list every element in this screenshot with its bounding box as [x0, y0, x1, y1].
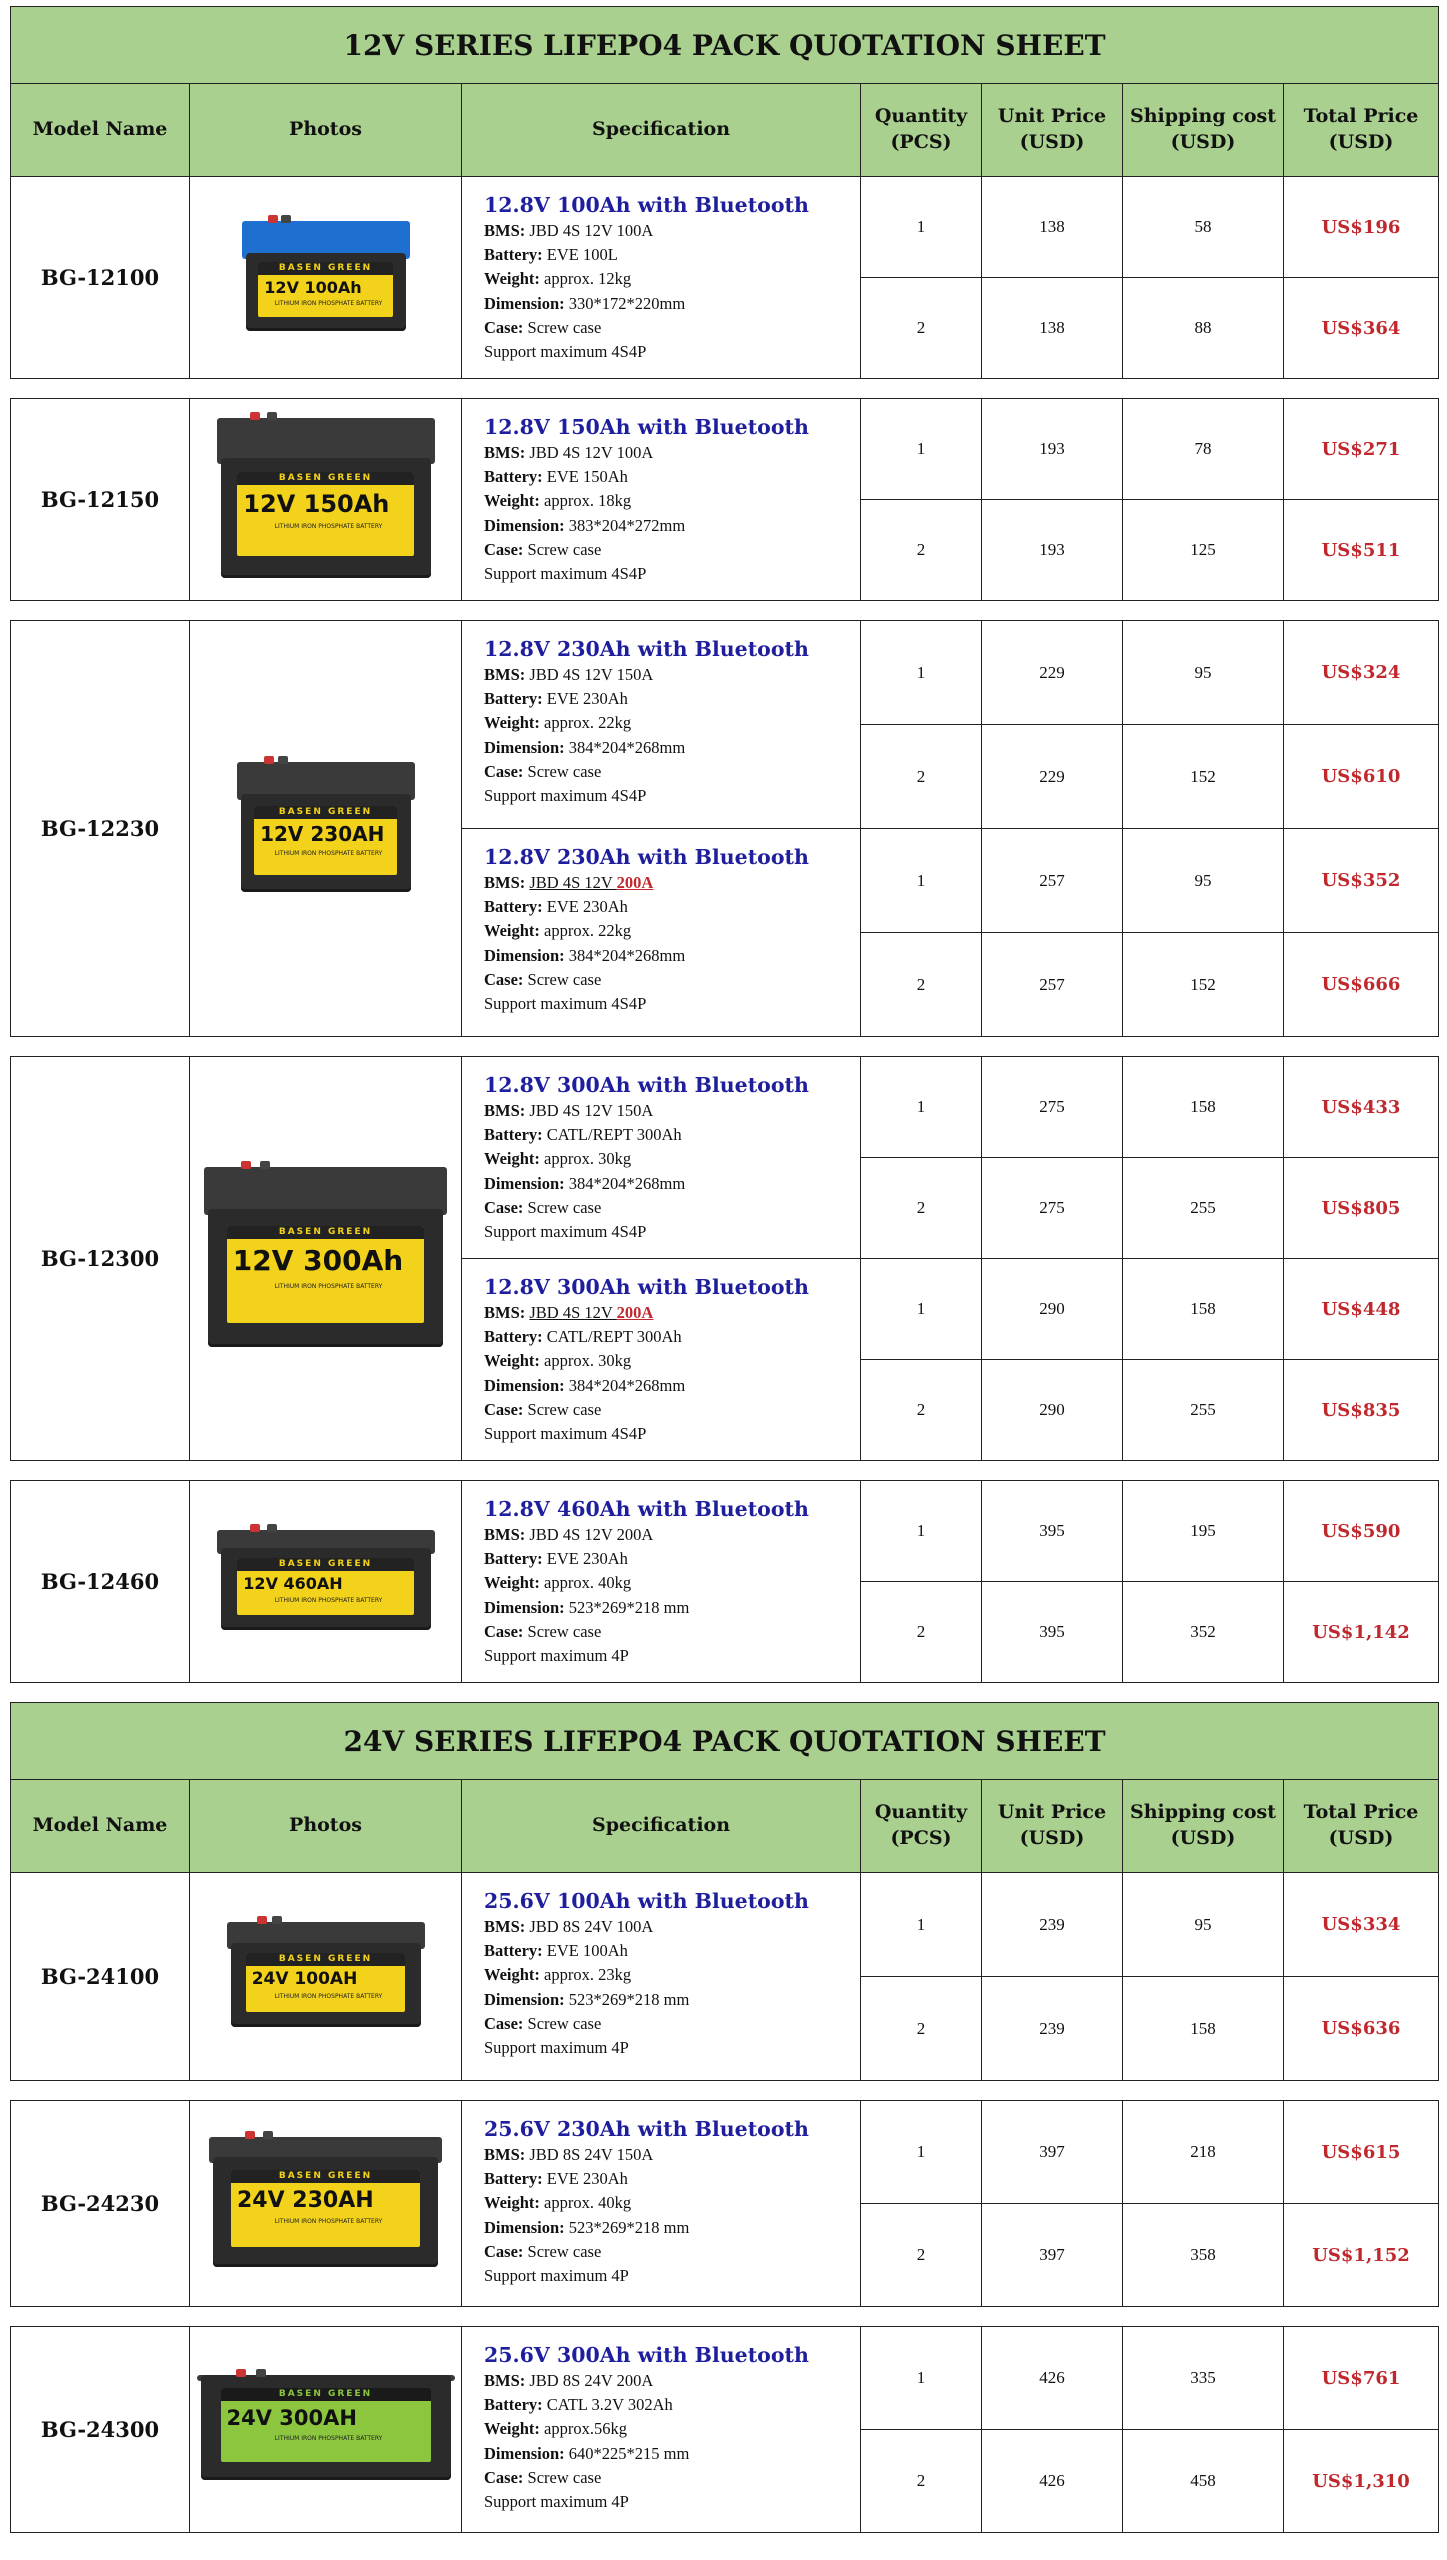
spec-dimension: Dimension: 384*204*268mm [484, 737, 686, 757]
spec-case: Case: Screw case [484, 2241, 602, 2261]
column-header-row [11, 84, 1439, 177]
unit-price-cell: 193 [982, 500, 1123, 601]
battery-label: BASEN GREEN 24V 300AH LITHIUM IRON PHOSPHATE BATTERY [221, 2388, 431, 2462]
positive-terminal [257, 1916, 267, 1924]
spec-weight: Weight: approx. 18kg [484, 491, 632, 511]
unit-price-cell: 397 [982, 2204, 1123, 2307]
spec-support: Support maximum 4S4P [484, 564, 647, 584]
specification-cell [462, 621, 861, 829]
header-specification: Specification [462, 1780, 861, 1873]
shipping-cost-cell: 158 [1123, 1977, 1284, 2081]
spec-battery: Battery: EVE 230Ah [484, 689, 628, 709]
series-title-row [11, 1703, 1439, 1780]
spec-bms: BMS: JBD 4S 12V 100A [484, 443, 654, 462]
spec-support: Support maximum 4S4P [484, 342, 647, 362]
specification-cell [462, 1057, 861, 1259]
total-price-cell: US$433 [1284, 1057, 1439, 1158]
total-price-cell: US$364 [1284, 278, 1439, 379]
spec-weight: Weight: approx. 40kg [484, 1573, 632, 1593]
group-spacer [11, 2081, 1439, 2101]
positive-terminal [250, 412, 260, 420]
header-specification: Specification [462, 84, 861, 177]
shipping-cost-cell: 255 [1123, 1158, 1284, 1259]
spec-bms: BMS: JBD 4S 12V 150A [484, 1101, 654, 1120]
negative-terminal [256, 2369, 266, 2377]
spec-support: Support maximum 4P [484, 2266, 629, 2286]
unit-price-cell: 395 [982, 1481, 1123, 1582]
battery-label: BASEN GREEN 24V 100AH LITHIUM IRON PHOSPHATE BATTERY [246, 1953, 406, 2012]
spec-heading: 12.8V 230Ah with Bluetooth [484, 637, 809, 661]
column-header-row [11, 1780, 1439, 1873]
capacity-text: 12V 460AH [243, 1573, 343, 1593]
unit-price-cell: 138 [982, 177, 1123, 278]
spec-bms: BMS: JBD 8S 24V 100A [484, 1917, 654, 1936]
shipping-cost-cell: 255 [1123, 1360, 1284, 1461]
spec-battery: Battery: CATL/REPT 300Ah [484, 1125, 682, 1145]
shipping-cost-cell: 218 [1123, 2101, 1284, 2204]
capacity-text: 12V 230AH [260, 821, 385, 846]
shipping-cost-cell: 58 [1123, 177, 1284, 278]
unit-price-cell: 290 [982, 1259, 1123, 1360]
spec-heading: 12.8V 300Ah with Bluetooth [484, 1275, 809, 1299]
spec-bms: BMS: JBD 4S 12V 150A [484, 665, 654, 684]
spec-dimension: Dimension: 523*269*218 mm [484, 1989, 690, 2009]
positive-terminal [250, 1524, 260, 1532]
battery-label: BASEN GREEN 12V 150Ah LITHIUM IRON PHOSPHATE BATTERY [237, 472, 413, 556]
unit-price-cell: 138 [982, 278, 1123, 379]
capacity-text: 24V 300AH [226, 2406, 357, 2430]
shipping-cost-cell: 95 [1123, 1873, 1284, 1977]
specification-cell [462, 177, 861, 379]
shipping-cost-cell: 88 [1123, 278, 1284, 379]
spec-battery: Battery: EVE 230Ah [484, 2169, 628, 2189]
total-price-cell: US$590 [1284, 1481, 1439, 1582]
shipping-cost-cell: 352 [1123, 1582, 1284, 1683]
group-spacer [11, 1683, 1439, 1703]
total-price-cell: US$615 [1284, 2101, 1439, 2204]
battery-photo [246, 221, 406, 331]
negative-terminal [272, 1916, 282, 1924]
spec-battery: Battery: CATL 3.2V 302Ah [484, 2395, 673, 2415]
spec-case: Case: Screw case [484, 1399, 602, 1419]
capacity-text: 12V 300Ah [232, 1243, 404, 1277]
quantity-cell: 1 [861, 621, 982, 725]
header-model-name: Model Name [11, 1780, 190, 1873]
battery-photo [201, 2375, 451, 2480]
price-row [11, 399, 1439, 500]
spec-dimension: Dimension: 523*269*218 mm [484, 1597, 690, 1617]
spec-support: Support maximum 4P [484, 2492, 629, 2512]
total-price-cell: US$761 [1284, 2327, 1439, 2430]
total-price-cell: US$511 [1284, 500, 1439, 601]
battery-label: BASEN GREEN 12V 300Ah LITHIUM IRON PHOSPHATE BATTERY [227, 1226, 424, 1323]
header-total-price: Total Price (USD) [1284, 1780, 1439, 1873]
spec-case: Case: Screw case [484, 539, 602, 559]
total-price-cell: US$334 [1284, 1873, 1439, 1977]
positive-terminal [268, 215, 278, 223]
positive-terminal [236, 2369, 246, 2377]
group-spacer [11, 601, 1439, 621]
quantity-cell: 2 [861, 1582, 982, 1683]
quantity-cell: 2 [861, 2204, 982, 2307]
spec-bms: BMS: JBD 4S 12V 200A [484, 1303, 654, 1322]
model-name: BG-24230 [11, 2101, 190, 2307]
spec-support: Support maximum 4S4P [484, 1424, 647, 1444]
header-quantity: Quantity (PCS) [861, 1780, 982, 1873]
total-price-cell: US$352 [1284, 829, 1439, 933]
model-name: BG-12230 [11, 621, 190, 1037]
unit-price-cell: 229 [982, 621, 1123, 725]
brand-logo: BASEN GREEN [231, 2170, 420, 2183]
header-shipping-cost: Shipping cost (USD) [1123, 84, 1284, 177]
total-price-cell: US$610 [1284, 725, 1439, 829]
battery-photo [231, 1922, 421, 2027]
spec-dimension: Dimension: 384*204*268mm [484, 1375, 686, 1395]
brand-logo: BASEN GREEN [246, 1953, 406, 1966]
quantity-cell: 1 [861, 177, 982, 278]
unit-price-cell: 239 [982, 1977, 1123, 2081]
model-name: BG-12150 [11, 399, 190, 601]
spec-battery: Battery: EVE 100Ah [484, 1941, 628, 1961]
total-price-cell: US$805 [1284, 1158, 1439, 1259]
header-photos: Photos [190, 84, 462, 177]
quantity-cell: 2 [861, 933, 982, 1037]
negative-terminal [267, 412, 277, 420]
group-spacer [11, 2307, 1439, 2327]
spec-bms: BMS: JBD 8S 24V 200A [484, 2371, 654, 2390]
total-price-cell: US$666 [1284, 933, 1439, 1037]
unit-price-cell: 257 [982, 829, 1123, 933]
spec-battery: Battery: EVE 150Ah [484, 467, 628, 487]
battery-label: BASEN GREEN 12V 100Ah LITHIUM IRON PHOSPHATE BATTERY [258, 262, 392, 317]
quotation-table [10, 6, 1439, 2533]
spec-weight: Weight: approx. 12kg [484, 269, 632, 289]
positive-terminal [245, 2131, 255, 2139]
brand-logo: BASEN GREEN [237, 1558, 413, 1571]
brand-logo: BASEN GREEN [221, 2388, 431, 2401]
series-title: 12V SERIES LIFEPO4 PACK QUOTATION SHEET [11, 7, 1439, 84]
capacity-text: 12V 150Ah [243, 489, 390, 518]
price-row [11, 2327, 1439, 2430]
model-name: BG-24100 [11, 1873, 190, 2081]
quantity-cell: 1 [861, 1481, 982, 1582]
positive-terminal [241, 1161, 251, 1169]
product-photo [190, 2327, 462, 2533]
shipping-cost-cell: 152 [1123, 725, 1284, 829]
spec-case: Case: Screw case [484, 969, 602, 989]
capacity-text: 24V 230AH [237, 2187, 374, 2213]
shipping-cost-cell: 358 [1123, 2204, 1284, 2307]
price-row [11, 621, 1439, 725]
product-photo [190, 2101, 462, 2307]
unit-price-cell: 397 [982, 2101, 1123, 2204]
specification-cell [462, 1873, 861, 2081]
product-photo [190, 1057, 462, 1461]
spec-weight: Weight: approx.56kg [484, 2419, 627, 2439]
battery-label: BASEN GREEN 12V 230AH LITHIUM IRON PHOSPHATE BATTERY [254, 806, 397, 875]
shipping-cost-cell: 335 [1123, 2327, 1284, 2430]
quantity-cell: 1 [861, 1057, 982, 1158]
product-photo [190, 177, 462, 379]
quantity-cell: 2 [861, 1977, 982, 2081]
quantity-cell: 1 [861, 829, 982, 933]
header-unit-price: Unit Price (USD) [982, 84, 1123, 177]
spec-case: Case: Screw case [484, 2013, 602, 2033]
shipping-cost-cell: 158 [1123, 1259, 1284, 1360]
brand-logo: BASEN GREEN [258, 262, 392, 275]
battery-photo [221, 418, 431, 578]
spec-support: Support maximum 4S4P [484, 994, 647, 1014]
shipping-cost-cell: 125 [1123, 500, 1284, 601]
specification-cell [462, 2101, 861, 2307]
negative-terminal [278, 756, 288, 764]
total-price-cell: US$1,310 [1284, 2430, 1439, 2533]
total-price-cell: US$196 [1284, 177, 1439, 278]
unit-price-cell: 275 [982, 1158, 1123, 1259]
spec-dimension: Dimension: 330*172*220mm [484, 293, 686, 313]
total-price-cell: US$271 [1284, 399, 1439, 500]
spec-heading: 12.8V 230Ah with Bluetooth [484, 845, 809, 869]
header-photos: Photos [190, 1780, 462, 1873]
spec-dimension: Dimension: 523*269*218 mm [484, 2217, 690, 2237]
spec-weight: Weight: approx. 22kg [484, 921, 632, 941]
group-spacer [11, 1037, 1439, 1057]
quantity-cell: 1 [861, 399, 982, 500]
brand-logo: BASEN GREEN [227, 1226, 424, 1239]
capacity-text: 12V 100Ah [264, 277, 362, 297]
spec-weight: Weight: approx. 23kg [484, 1965, 632, 1985]
total-price-cell: US$1,142 [1284, 1582, 1439, 1683]
model-name: BG-12300 [11, 1057, 190, 1461]
spec-battery: Battery: EVE 230Ah [484, 1549, 628, 1569]
shipping-cost-cell: 152 [1123, 933, 1284, 1037]
spec-case: Case: Screw case [484, 317, 602, 337]
model-name: BG-24300 [11, 2327, 190, 2533]
battery-photo [213, 2137, 438, 2267]
spec-heading: 25.6V 230Ah with Bluetooth [484, 2117, 809, 2141]
quantity-cell: 2 [861, 1158, 982, 1259]
header-quantity: Quantity (PCS) [861, 84, 982, 177]
battery-label: BASEN GREEN 12V 460AH LITHIUM IRON PHOSPHATE BATTERY [237, 1558, 413, 1615]
unit-price-cell: 239 [982, 1873, 1123, 1977]
model-name: BG-12460 [11, 1481, 190, 1683]
spec-battery: Battery: EVE 100L [484, 245, 618, 265]
spec-case: Case: Screw case [484, 761, 602, 781]
quantity-cell: 1 [861, 2327, 982, 2430]
spec-dimension: Dimension: 383*204*272mm [484, 515, 686, 535]
product-photo [190, 399, 462, 601]
spec-bms: BMS: JBD 8S 24V 150A [484, 2145, 654, 2164]
header-model-name: Model Name [11, 84, 190, 177]
spec-weight: Weight: approx. 22kg [484, 713, 632, 733]
spec-heading: 12.8V 100Ah with Bluetooth [484, 193, 809, 217]
shipping-cost-cell: 195 [1123, 1481, 1284, 1582]
quantity-cell: 1 [861, 1873, 982, 1977]
unit-price-cell: 257 [982, 933, 1123, 1037]
total-price-cell: US$448 [1284, 1259, 1439, 1360]
unit-price-cell: 426 [982, 2430, 1123, 2533]
spec-support: Support maximum 4S4P [484, 1222, 647, 1242]
spec-dimension: Dimension: 640*225*215 mm [484, 2443, 690, 2463]
price-row [11, 177, 1439, 278]
battery-label: BASEN GREEN 24V 230AH LITHIUM IRON PHOSPHATE BATTERY [231, 2170, 420, 2247]
spec-bms: BMS: JBD 4S 12V 200A [484, 1525, 654, 1544]
spec-case: Case: Screw case [484, 1621, 602, 1641]
spec-battery: Battery: CATL/REPT 300Ah [484, 1327, 682, 1347]
unit-price-cell: 229 [982, 725, 1123, 829]
total-price-cell: US$324 [1284, 621, 1439, 725]
total-price-cell: US$835 [1284, 1360, 1439, 1461]
price-row [11, 1481, 1439, 1582]
spec-weight: Weight: approx. 30kg [484, 1351, 632, 1371]
spec-weight: Weight: approx. 40kg [484, 2193, 632, 2213]
brand-logo: BASEN GREEN [237, 472, 413, 485]
spec-heading: 25.6V 100Ah with Bluetooth [484, 1889, 809, 1913]
quantity-cell: 2 [861, 1360, 982, 1461]
spec-support: Support maximum 4S4P [484, 786, 647, 806]
battery-photo [241, 762, 411, 892]
capacity-text: 24V 100AH [251, 1969, 358, 1989]
specification-cell [462, 829, 861, 1037]
quantity-cell: 2 [861, 500, 982, 601]
battery-photo [221, 1530, 431, 1630]
product-photo [190, 1481, 462, 1683]
negative-terminal [281, 215, 291, 223]
shipping-cost-cell: 95 [1123, 829, 1284, 933]
series-title: 24V SERIES LIFEPO4 PACK QUOTATION SHEET [11, 1703, 1439, 1780]
unit-price-cell: 395 [982, 1582, 1123, 1683]
spec-support: Support maximum 4P [484, 1646, 629, 1666]
spec-case: Case: Screw case [484, 1197, 602, 1217]
spec-weight: Weight: approx. 30kg [484, 1149, 632, 1169]
spec-bms: BMS: JBD 4S 12V 200A [484, 873, 654, 892]
price-row [11, 2101, 1439, 2204]
negative-terminal [267, 1524, 277, 1532]
spec-dimension: Dimension: 384*204*268mm [484, 1173, 686, 1193]
model-name: BG-12100 [11, 177, 190, 379]
specification-cell [462, 399, 861, 601]
specification-cell [462, 1259, 861, 1461]
price-row [11, 1873, 1439, 1977]
quantity-cell: 1 [861, 2101, 982, 2204]
series-title-row [11, 7, 1439, 84]
spec-bms: BMS: JBD 4S 12V 100A [484, 221, 654, 240]
quotation-sheet [10, 6, 1438, 2533]
negative-terminal [260, 1161, 270, 1169]
shipping-cost-cell: 458 [1123, 2430, 1284, 2533]
spec-battery: Battery: EVE 230Ah [484, 897, 628, 917]
quantity-cell: 2 [861, 2430, 982, 2533]
quantity-cell: 2 [861, 725, 982, 829]
shipping-cost-cell: 78 [1123, 399, 1284, 500]
unit-price-cell: 275 [982, 1057, 1123, 1158]
unit-price-cell: 193 [982, 399, 1123, 500]
total-price-cell: US$636 [1284, 1977, 1439, 2081]
battery-photo [208, 1167, 443, 1347]
header-unit-price: Unit Price (USD) [982, 1780, 1123, 1873]
spec-heading: 25.6V 300Ah with Bluetooth [484, 2343, 809, 2367]
group-spacer [11, 1461, 1439, 1481]
shipping-cost-cell: 95 [1123, 621, 1284, 725]
group-spacer [11, 379, 1439, 399]
spec-support: Support maximum 4P [484, 2038, 629, 2058]
spec-case: Case: Screw case [484, 2467, 602, 2487]
quantity-cell: 1 [861, 1259, 982, 1360]
brand-logo: BASEN GREEN [254, 806, 397, 819]
spec-heading: 12.8V 150Ah with Bluetooth [484, 415, 809, 439]
positive-terminal [264, 756, 274, 764]
price-row [11, 1057, 1439, 1158]
negative-terminal [263, 2131, 273, 2139]
total-price-cell: US$1,152 [1284, 2204, 1439, 2307]
product-photo [190, 621, 462, 1037]
product-photo [190, 1873, 462, 2081]
spec-heading: 12.8V 300Ah with Bluetooth [484, 1073, 809, 1097]
unit-price-cell: 426 [982, 2327, 1123, 2430]
shipping-cost-cell: 158 [1123, 1057, 1284, 1158]
unit-price-cell: 290 [982, 1360, 1123, 1461]
specification-cell [462, 1481, 861, 1683]
header-shipping-cost: Shipping cost (USD) [1123, 1780, 1284, 1873]
specification-cell [462, 2327, 861, 2533]
header-total-price: Total Price (USD) [1284, 84, 1439, 177]
spec-dimension: Dimension: 384*204*268mm [484, 945, 686, 965]
spec-heading: 12.8V 460Ah with Bluetooth [484, 1497, 809, 1521]
quantity-cell: 2 [861, 278, 982, 379]
